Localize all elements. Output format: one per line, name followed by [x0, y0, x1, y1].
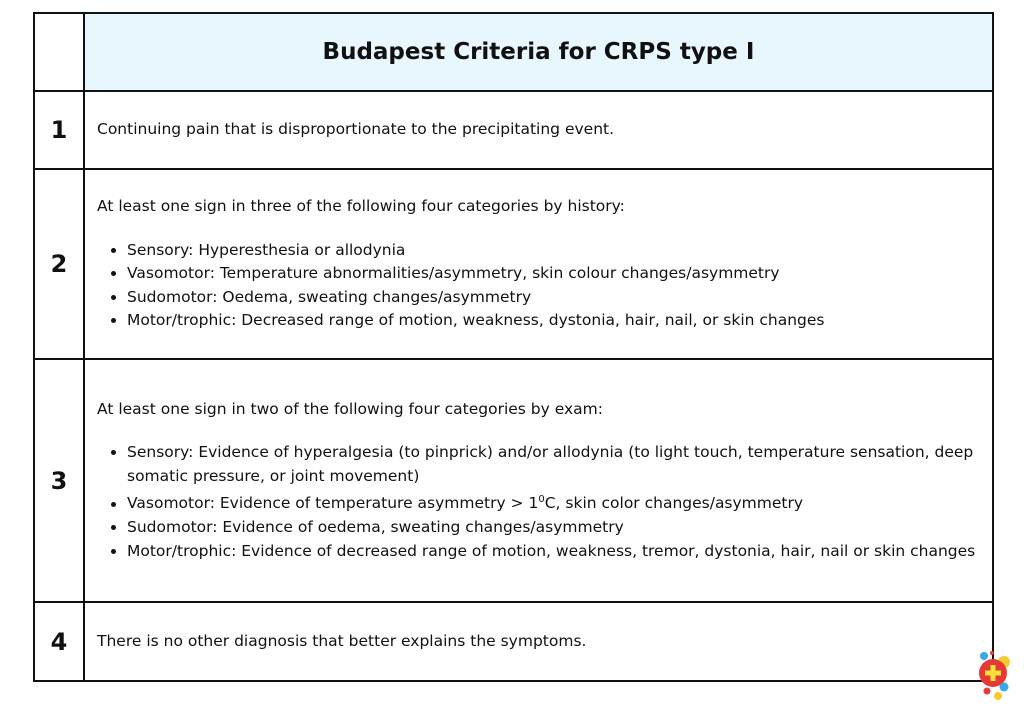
degree-sup: 0: [538, 494, 545, 506]
criteria-list: [97, 441, 980, 563]
row-number: 3: [34, 359, 84, 602]
list-item: • Motor/trophic: Evidence of decreased range of motion, weakness, tremor, dystonia, hair, nail or skin changes: [127, 540, 980, 564]
row-text: At least one sign in two of the following four categories by exam:: [97, 399, 603, 418]
row-number: 4: [34, 602, 84, 681]
table-row: [34, 91, 993, 169]
table-row: [34, 602, 993, 681]
row-text: There is no other diagnosis that better explains the symptoms.: [84, 602, 993, 681]
list-item: • Sensory: Hyperesthesia or allodynia: [127, 239, 980, 263]
list-item: • Sensory: Evidence of hyperalgesia (to pinprick) and/or allodynia (to light touch, temperature sensation, deep somatic pressure, or joint movement): [127, 441, 980, 488]
table-row: [34, 169, 993, 359]
vasomotor-text: Vasomotor: Evidence of temperature asymmetry > 1: [127, 494, 539, 513]
row-text: Continuing pain that is disproportionate to the precipitating event.: [84, 91, 993, 169]
medical-plus-logo-icon: [975, 648, 1015, 700]
list-item: • Sudomotor: Oedema, sweating changes/asymmetry: [127, 286, 980, 310]
criteria-table: [33, 12, 994, 682]
header-row: [34, 13, 993, 91]
table-title: Budapest Criteria for CRPS type I: [84, 13, 993, 91]
row-number: 1: [34, 91, 84, 169]
list-item: • Vasomotor: Temperature abnormalities/asymmetry, skin colour changes/asymmetry: [127, 262, 980, 286]
list-item: [127, 488, 980, 516]
row-text: At least one sign in three of the following four categories by history:: [97, 197, 625, 216]
list-item: • Sudomotor: Evidence of oedema, sweating changes/asymmetry: [127, 516, 980, 540]
row-number: 2: [34, 169, 84, 359]
header-blank-cell: [34, 13, 84, 91]
vasomotor-text-end: C, skin color changes/asymmetry: [544, 494, 804, 513]
table-row: [34, 359, 993, 602]
list-item: • Motor/trophic: Decreased range of motion, weakness, dystonia, hair, nail, or skin changes: [127, 309, 980, 333]
criteria-list: [97, 239, 980, 333]
